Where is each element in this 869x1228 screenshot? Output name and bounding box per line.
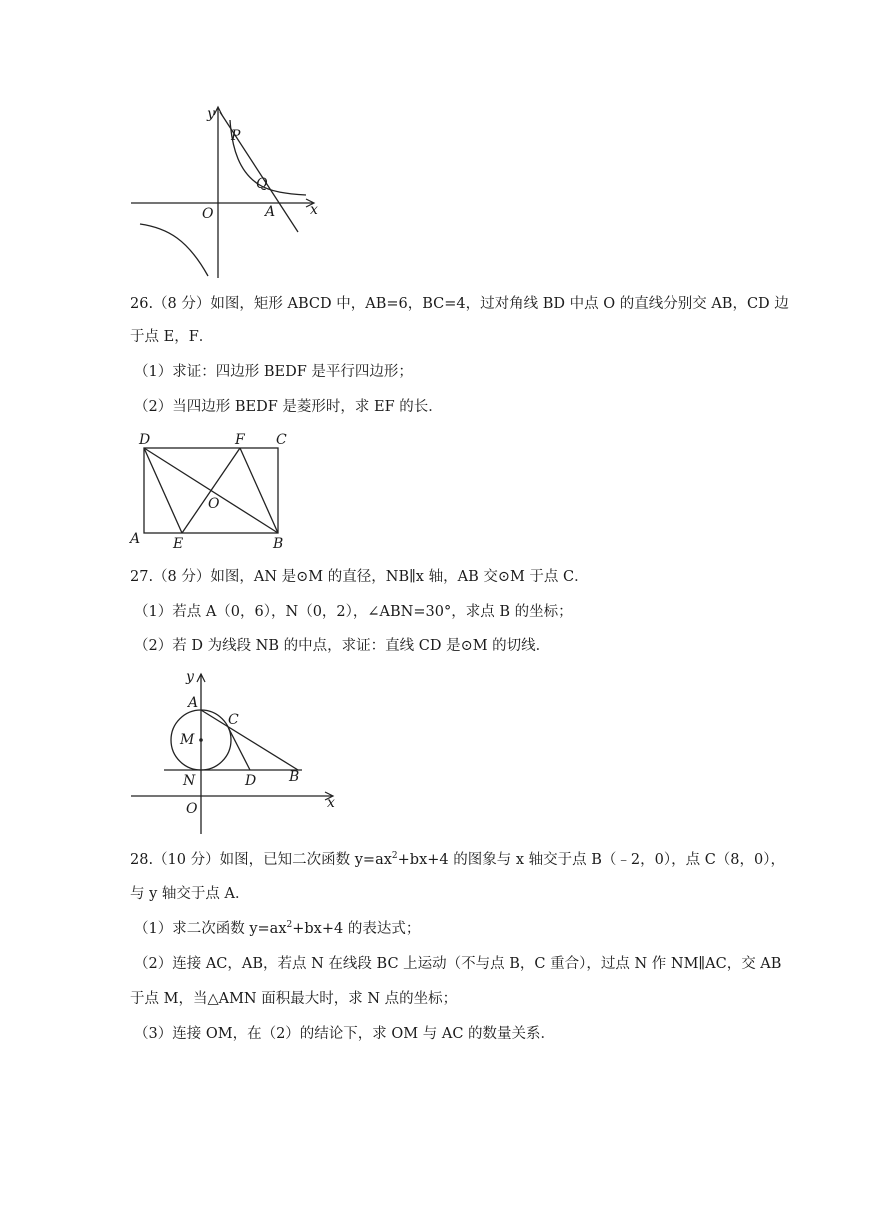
q27-stem: 27.（8 分）如图，AN 是⊙M 的直径，NB∥x 轴，AB 交⊙M 于点 C． bbox=[130, 569, 589, 585]
q26-figure bbox=[128, 428, 298, 552]
q25-label-x: x bbox=[310, 202, 318, 218]
q27-label-b: B bbox=[289, 769, 300, 785]
q25-label-origin: O bbox=[202, 206, 214, 222]
q27-label-d: D bbox=[245, 773, 257, 789]
q28-stem-line1-b: +bx+4 的图象与 x 轴交于点 B（﹣2，0），点 C（8，0）， bbox=[397, 852, 785, 868]
q28-part1-b: +bx+4 的表达式； bbox=[292, 921, 421, 937]
q26-stem-line1: 26.（8 分）如图，矩形 ABCD 中，AB=6，BC=4，过对角线 BD 中点 O 的直线分别交 AB，CD 边 bbox=[130, 296, 789, 312]
q26-label-a: A bbox=[130, 531, 141, 547]
q26-label-d: D bbox=[139, 432, 151, 448]
q28-part1-a: （1）求二次函数 y=ax bbox=[134, 921, 287, 937]
q28-stem-line1 bbox=[130, 850, 785, 870]
q26-label-c: C bbox=[276, 432, 287, 448]
q28-stem-line2: 与 y 轴交于点 A． bbox=[130, 886, 250, 902]
q27-label-m: M bbox=[180, 732, 195, 748]
q25-label-a: A bbox=[265, 204, 276, 220]
q28-stem-line1-a: 28.（10 分）如图，已知二次函数 y=ax bbox=[130, 852, 392, 868]
q28-stem-line1-sup: 2 bbox=[391, 851, 398, 861]
q26-part2: （2）当四边形 BEDF 是菱形时，求 EF 的长． bbox=[134, 399, 443, 415]
q25-label-p: P bbox=[231, 128, 241, 144]
q26-label-b: B bbox=[273, 536, 284, 552]
q27-part1: （1）若点 A（0，6），N（0，2），∠ABN=30°，求点 B 的坐标； bbox=[134, 604, 573, 620]
q27-label-x: x bbox=[327, 795, 335, 811]
q27-label-a: A bbox=[188, 695, 199, 711]
q28-part1-sup: 2 bbox=[286, 920, 293, 930]
q26-part1: （1）求证：四边形 BEDF 是平行四边形； bbox=[134, 364, 413, 380]
q27-part2: （2）若 D 为线段 NB 的中点，求证：直线 CD 是⊙M 的切线． bbox=[134, 638, 551, 654]
q25-label-y: y bbox=[207, 106, 215, 122]
q28-part1 bbox=[134, 919, 754, 939]
q28-part2-line1: （2）连接 AC，AB，若点 N 在线段 BC 上运动（不与点 B，C 重合），过点 N 作 NM∥AC，交 AB bbox=[134, 956, 782, 972]
q26-stem-line2: 于点 E，F． bbox=[130, 329, 214, 345]
q27-label-c: C bbox=[228, 712, 239, 728]
q27-label-y: y bbox=[186, 669, 194, 685]
q28-part3: （3）连接 OM，在（2）的结论下，求 OM 与 AC 的数量关系． bbox=[134, 1026, 556, 1042]
q26-label-f: F bbox=[235, 432, 245, 448]
q27-label-n: N bbox=[183, 773, 196, 789]
q26-label-e: E bbox=[173, 536, 184, 552]
q25-label-q: Q bbox=[256, 176, 268, 192]
q28-part2-line2: 于点 M，当△AMN 面积最大时，求 N 点的坐标； bbox=[130, 991, 458, 1007]
q25-figure bbox=[128, 100, 328, 280]
q27-label-o: O bbox=[186, 801, 198, 817]
q26-label-o: O bbox=[208, 496, 220, 512]
q27-figure bbox=[128, 664, 340, 836]
